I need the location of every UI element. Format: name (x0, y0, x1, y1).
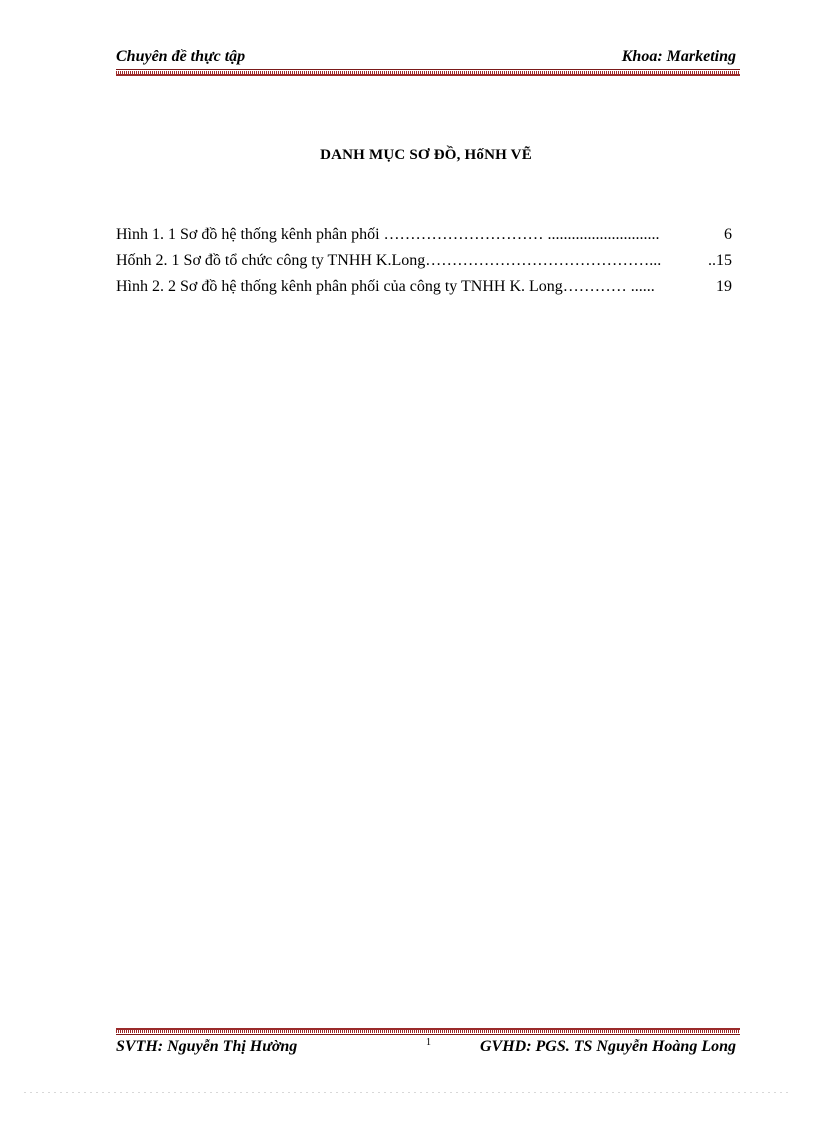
header-rule-thin-line (116, 69, 740, 70)
footer-rule-pattern (116, 1028, 740, 1033)
header-department: Khoa: Marketing (621, 48, 736, 65)
toc-entry-3[interactable] (116, 276, 736, 302)
toc-entry-label: Hình 1. 1 Sơ đồ hệ thống kênh phân phối ………………………… ............................ (116, 226, 660, 243)
header-course-title: Chuyên đề thực tập (116, 48, 246, 65)
toc-entry-page: 6 (724, 224, 732, 246)
table-of-figures (116, 224, 736, 302)
header-rule (116, 69, 740, 76)
footer-rule (116, 1028, 740, 1035)
toc-entry-page: ..15 (708, 250, 732, 272)
page-header (116, 46, 740, 68)
toc-entry-1[interactable] (116, 224, 736, 250)
page-edge-divider (24, 1092, 792, 1093)
footer-rule-thin-line (116, 1034, 740, 1035)
toc-entry-label: Hốnh 2. 1 Sơ đồ tổ chức công ty TNHH K.Long……………………………………... (116, 252, 662, 269)
toc-entry-page: 19 (716, 276, 732, 298)
toc-entry-label: Hình 2. 2 Sơ đồ hệ thống kênh phân phối của công ty TNHH K. Long………… ...... (116, 278, 655, 295)
page-title: DANH MỤC SƠ ĐỒ, HốNH VẼ (320, 147, 532, 163)
header-rule-pattern (116, 71, 740, 76)
footer-supervisor: GVHD: PGS. TS Nguyễn Hoàng Long (479, 1038, 736, 1055)
toc-entry-2[interactable] (116, 250, 736, 276)
footer-student: SVTH: Nguyễn Thị Hường (116, 1038, 298, 1055)
page-number: 1 (426, 1037, 431, 1048)
